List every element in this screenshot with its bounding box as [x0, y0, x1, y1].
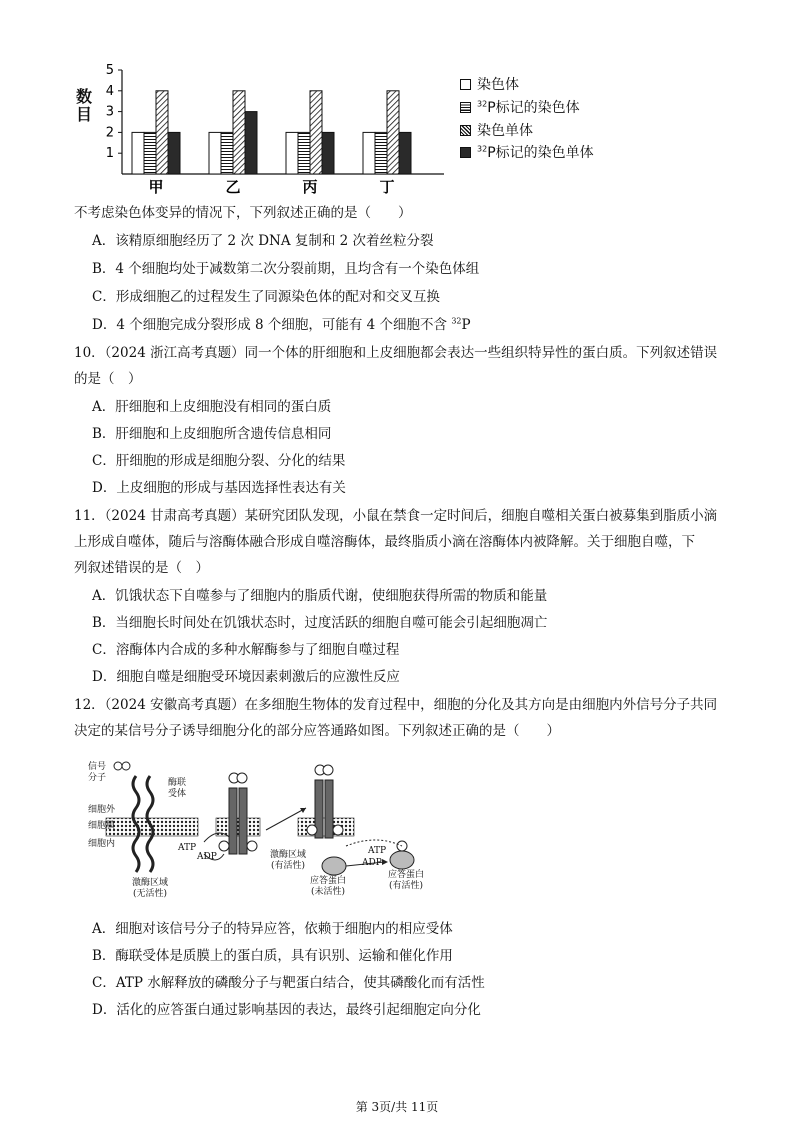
response-protein-active [390, 851, 414, 869]
q10-option-a[interactable]: A．肝细胞和上皮细胞没有相同的蛋白质 [92, 399, 332, 415]
label-kinase-inactive: 激酶区域 (无活性) [132, 878, 169, 899]
q12-stem-line1: 12．（2024 安徽高考真题）在多细胞生物体的发育过程中，细胞的分化及其方向是由细胞内外信号分子共同 [74, 697, 718, 713]
legend-swatch-dark [460, 147, 471, 158]
q11-stem-line2: 上形成自噬体，随后与溶酶体融合形成自噬溶酶体，最终脂质小滴在溶酶体内被降解。关于细胞自噬，下 [74, 534, 695, 550]
q12-option-a[interactable]: A．细胞对该信号分子的特异应答，依赖于细胞内的相应受体 [92, 921, 453, 937]
bar-3-1 [375, 132, 387, 174]
legend-label: $^{32}$P标记的染色体 [477, 99, 580, 116]
legend-label: 染色体 [477, 77, 519, 93]
q11-option-b[interactable]: B．当细胞长时间处在饥饿状态时，过度活跃的细胞自噬可能会引起细胞凋亡 [92, 615, 548, 631]
bar-3-0 [363, 132, 375, 174]
bar-1-0 [209, 132, 221, 174]
q11-stem-line3: 列叙述错误的是（ ） [74, 560, 209, 576]
label-enzyme-receptor: 酶联受体 [168, 778, 187, 799]
bar-3-2 [387, 91, 399, 174]
y-tick-label: 5 [105, 63, 114, 78]
legend-label: $^{32}$P标记的染色单体 [477, 144, 594, 161]
bar-3-3 [399, 132, 411, 174]
chart-ylabel: 数目 [76, 87, 93, 124]
q10-option-c[interactable]: C．肝细胞的形成是细胞分裂、分化的结果 [92, 453, 346, 469]
legend-swatch-lines [460, 102, 471, 113]
legend-swatch-hatch [460, 125, 471, 136]
label-membrane: 细胞膜 [88, 821, 116, 831]
label-kinase-active: 激酶区域 (有活性) [270, 850, 307, 871]
bar-1-2 [233, 91, 245, 174]
q12-option-d[interactable]: D．活化的应答蛋白通过影响基因的表达，最终引起细胞定向分化 [92, 1002, 481, 1018]
x-category-label: 甲 [148, 178, 164, 196]
legend-item-p32-chromatid [460, 142, 594, 162]
label-response-inactive: 应答蛋白 (未活性) [310, 876, 347, 897]
bar-0-2 [156, 91, 168, 174]
signal-molecule-icon [114, 762, 122, 770]
q10-stem-line2: 的是（ ） [74, 371, 142, 387]
legend-label: 染色单体 [477, 123, 533, 139]
label-adp-2: ADP [362, 858, 382, 868]
label-response-active: 应答蛋白 (有活性) [388, 870, 425, 891]
y-tick-label: 1 [105, 146, 114, 162]
y-tick-label: 4 [105, 83, 114, 99]
x-category-label: 丙 [302, 178, 318, 196]
q9-option-a[interactable]: A．该精原细胞经历了 2 次 DNA 复制和 2 次着丝粒分裂 [92, 233, 434, 249]
y-tick-label: 2 [105, 125, 114, 141]
label-atp-2: ATP [368, 846, 387, 856]
bar-1-3 [245, 112, 257, 174]
q9-option-d[interactable]: D．4 个细胞完成分裂形成 8 个细胞，可能有 4 个细胞不含 $^{32}$P [92, 316, 471, 333]
q11-stem-line1: 11．（2024 甘肃高考真题）某研究团队发现，小鼠在禁食一定时间后，细胞自噬相关蛋白被募集到脂质小滴 [74, 508, 718, 524]
label-signal-molecule: 信号分子 [88, 762, 107, 783]
q10-option-b[interactable]: B．肝细胞和上皮细胞所含遗传信息相同 [92, 426, 332, 442]
label-adp-1: ADP [197, 852, 217, 862]
response-protein-inactive [322, 857, 346, 875]
legend-swatch-white [460, 79, 471, 90]
q12-option-c[interactable]: C．ATP 水解释放的磷酸分子与靶蛋白结合，使其磷酸化而有活性 [92, 975, 485, 991]
label-inside: 细胞内 [88, 839, 116, 849]
q9-stem: 不考虑染色体变异的情况下，下列叙述正确的是（ ） [74, 205, 412, 221]
bar-2-1 [298, 132, 310, 174]
page-footer: 第 3页/共 11页 [355, 1100, 439, 1114]
q11-option-a[interactable]: A．饥饿状态下自噬参与了细胞内的脂质代谢，使细胞获得所需的物质和能量 [92, 588, 548, 604]
x-category-label: 丁 [379, 178, 395, 196]
bar-2-3 [322, 132, 334, 174]
bar-0-3 [168, 132, 180, 174]
receptor-dimer [229, 788, 237, 854]
x-category-label: 乙 [225, 178, 241, 196]
q10-option-d[interactable]: D．上皮细胞的形成与基因选择性表达有关 [92, 480, 346, 496]
q11-option-c[interactable]: C．溶酶体内合成的多种水解酶参与了细胞自噬过程 [92, 642, 400, 658]
bar-2-0 [286, 132, 298, 174]
q12-option-b[interactable]: B．酶联受体是质膜上的蛋白质，具有识别、运输和催化作用 [92, 948, 453, 964]
q9-option-b[interactable]: B．4 个细胞均处于减数第二次分裂前期，且均含有一个染色体组 [92, 261, 480, 277]
y-tick-label: 3 [105, 104, 114, 120]
bar-chart [70, 60, 450, 200]
label-outside: 细胞外 [88, 805, 116, 815]
legend-item-p32-chromosome [460, 97, 580, 117]
bar-1-1 [221, 132, 233, 174]
bar-0-1 [144, 132, 156, 174]
legend-item-chromosome [460, 74, 519, 94]
q10-stem-line1: 10．（2024 浙江高考真题）同一个体的肝细胞和上皮细胞都会表达一些组织特异性的蛋白质。下列叙述错误 [74, 345, 718, 361]
legend-item-chromatid [460, 120, 533, 140]
bar-0-0 [132, 132, 144, 174]
q12-stem-line2: 决定的某信号分子诱导细胞分化的部分应答通路如图。下列叙述正确的是（ ） [74, 723, 560, 739]
q11-option-d[interactable]: D．细胞自噬是细胞受环境因素刺激后的应激性反应 [92, 669, 400, 685]
bar-2-2 [310, 91, 322, 174]
q9-option-c[interactable]: C．形成细胞乙的过程发生了同源染色体的配对和交叉互换 [92, 289, 440, 305]
label-atp-1: ATP [178, 843, 197, 853]
